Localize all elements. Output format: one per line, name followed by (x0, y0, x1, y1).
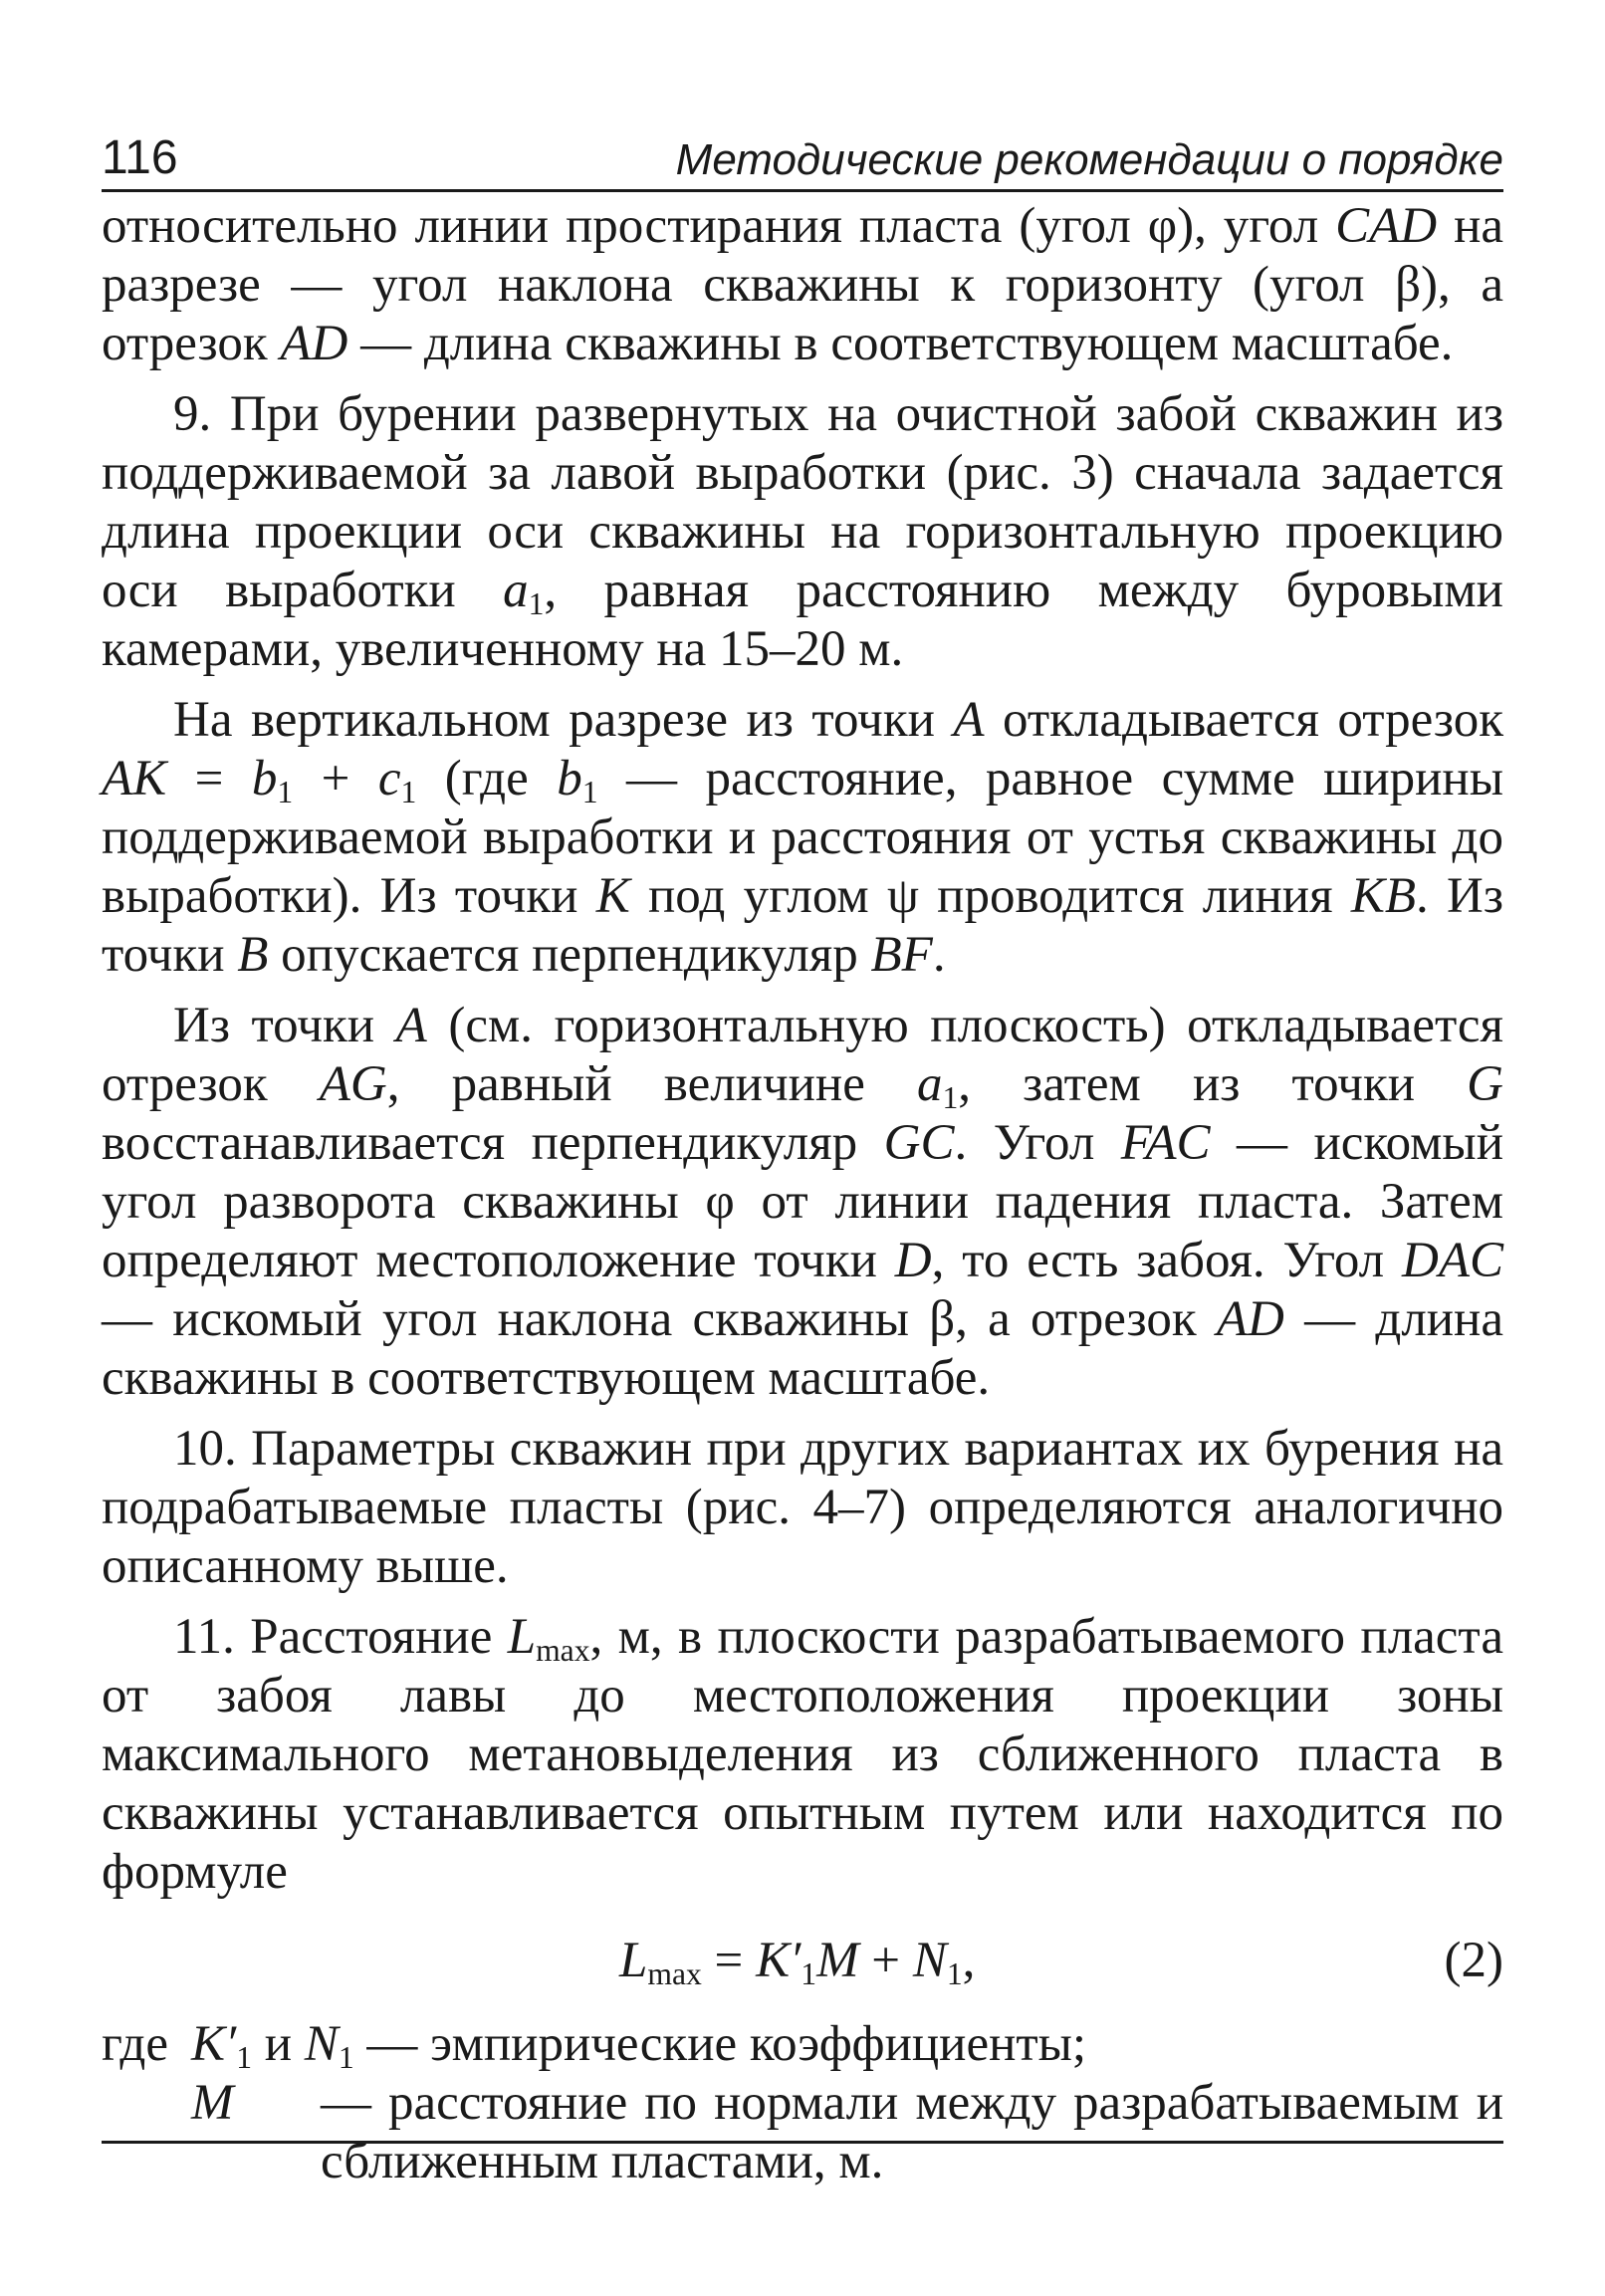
definition-row: где $K'_1$ и $N_1$ — эмпирические коэффициенты; (102, 2016, 1087, 2075)
formula-expression: $L_{max} = K'_1M + N_1$, (619, 1933, 976, 1991)
running-title: Методические рекомендации о порядке (675, 135, 1503, 184)
paragraph-item-10: 10. Параметры скважин при других вариантах их бурения на подрабатываемые пласты (рис. 4–7) определяются аналогично описанному выше. (102, 1421, 1503, 1594)
page-body (102, 197, 1503, 2191)
paragraph-vertical-section: На вертикальном разрезе из точки A откладывается отрезок AK = $b_1 + c_1$ (где $b_1$ — расстояние, равное сумме ширины поддерживаемой выработки и расстояния от устья скважины до выработки). Из точки K под углом ψ проводится линия KB. Из точки B опускается перпендикуляр BF. (102, 692, 1504, 983)
footer-rule (102, 2141, 1503, 2144)
where-label: где (102, 2016, 168, 2072)
formula-number: (2) (1444, 1933, 1503, 1988)
definition-text: — расстояние по нормали между разрабатываемым и сближенным пластами, м. (321, 2075, 1503, 2189)
variable-definitions (102, 2015, 1503, 2191)
page-number: 116 (102, 131, 178, 184)
page-header (102, 119, 1503, 192)
paragraph-item-11: 11. Расстояние $L_{max}$, м, в плоскости разрабатываемого пласта от забоя лавы до местоположения проекции зоны максимального метановыделения из сближенного пласта в скважины устанавливается опытным путем или находится по формуле (102, 1609, 1503, 1900)
definition-symbol: M (191, 2075, 234, 2131)
formula-2 (102, 1918, 1503, 2005)
paragraph-horizontal-plane: Из точки A (см. горизонтальную плоскость) откладывается отрезок AG, равный величине $a_1$, затем из точки G восстанавливается перпендикуляр GC. Угол FAC — искомый угол разворота скважины φ от линии падения пласта. Затем определяют местоположение точки D, то есть забоя. Угол DAC — искомый угол наклона скважины β, а отрезок AD — длина скважины в соответствующем масштабе. (102, 998, 1503, 1406)
paragraph-continuation: относительно линии простирания пласта (угол φ), угол CAD на разрезе — угол наклона скважины к горизонту (угол β), а отрезок AD — длина скважины в соответствующем масштабе. (102, 198, 1503, 371)
paragraph-item-9: 9. При бурении развернутых на очистной забой скважин из поддерживаемой за лавой выработки (рис. 3) сначала задается длина проекции оси скважины на горизонтальную проекцию оси выработки $a_1$, равная расстоянию между буровыми камерами, увеличенному на 15–20 м. (102, 386, 1503, 677)
definition-row (102, 2074, 1503, 2191)
